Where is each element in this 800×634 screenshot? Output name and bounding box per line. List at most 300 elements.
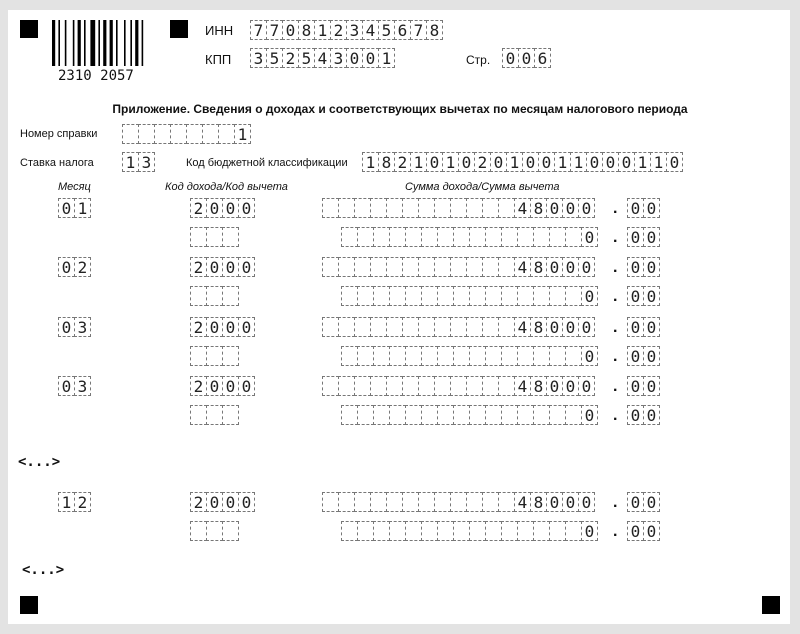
char-cell bbox=[357, 227, 374, 247]
char-cell bbox=[450, 257, 467, 277]
char-cell bbox=[389, 405, 406, 425]
char-cell bbox=[453, 346, 470, 366]
char-cell: 0 bbox=[562, 492, 579, 512]
char-cell bbox=[434, 492, 451, 512]
kbk-label: Код бюджетной классификации bbox=[186, 157, 348, 169]
char-cell: 0 bbox=[546, 317, 563, 337]
char-cell bbox=[469, 286, 486, 306]
char-cell: 5 bbox=[298, 48, 315, 68]
char-cell bbox=[450, 317, 467, 337]
char-cell bbox=[437, 405, 454, 425]
char-cell bbox=[206, 521, 223, 541]
char-cell: 0 bbox=[586, 152, 603, 172]
char-cell: 0 bbox=[627, 257, 644, 277]
char-cell: 0 bbox=[222, 257, 239, 277]
char-cell: 8 bbox=[378, 152, 395, 172]
deduction-amount-field[interactable] bbox=[341, 405, 597, 427]
char-cell bbox=[222, 286, 239, 306]
deduction-code-field[interactable] bbox=[190, 405, 238, 427]
char-cell: 7 bbox=[410, 20, 427, 40]
char-cell: 2 bbox=[474, 152, 491, 172]
char-cell: 0 bbox=[581, 405, 598, 425]
char-cell bbox=[386, 198, 403, 218]
char-cell bbox=[322, 376, 339, 396]
char-cell bbox=[354, 317, 371, 337]
char-cell: 8 bbox=[298, 20, 315, 40]
char-cell: 0 bbox=[643, 405, 660, 425]
char-cell bbox=[498, 376, 515, 396]
char-cell bbox=[338, 376, 355, 396]
char-cell bbox=[389, 286, 406, 306]
char-cell bbox=[421, 227, 438, 247]
char-cell: 0 bbox=[581, 227, 598, 247]
char-cell bbox=[122, 124, 139, 144]
char-cell: 0 bbox=[222, 198, 239, 218]
char-cell: 0 bbox=[562, 257, 579, 277]
deduction-kopeck-field[interactable] bbox=[627, 405, 659, 427]
month-field[interactable] bbox=[58, 257, 90, 279]
char-cell: 0 bbox=[546, 492, 563, 512]
char-cell bbox=[222, 521, 239, 541]
char-cell: 0 bbox=[238, 257, 255, 277]
char-cell bbox=[466, 198, 483, 218]
char-cell: 6 bbox=[394, 20, 411, 40]
char-cell: 0 bbox=[643, 492, 660, 512]
char-cell: 1 bbox=[410, 152, 427, 172]
char-cell: 0 bbox=[578, 492, 595, 512]
char-cell: 0 bbox=[627, 521, 644, 541]
deduction-code-field[interactable] bbox=[190, 227, 238, 249]
char-cell: 2 bbox=[190, 317, 207, 337]
char-cell: 2 bbox=[330, 20, 347, 40]
char-cell bbox=[357, 405, 374, 425]
char-cell bbox=[190, 346, 207, 366]
char-cell: 0 bbox=[546, 198, 563, 218]
char-cell bbox=[434, 257, 451, 277]
income-amount-field[interactable] bbox=[322, 257, 594, 279]
char-cell bbox=[482, 376, 499, 396]
char-cell: 8 bbox=[530, 198, 547, 218]
ellipsis-marker: <...> bbox=[22, 562, 65, 578]
char-cell: 0 bbox=[578, 376, 595, 396]
char-cell bbox=[453, 405, 470, 425]
char-cell bbox=[549, 405, 566, 425]
char-cell bbox=[405, 227, 422, 247]
char-cell: 0 bbox=[238, 198, 255, 218]
income-kopeck-field[interactable] bbox=[627, 317, 659, 339]
char-cell: 0 bbox=[518, 48, 535, 68]
ellipsis-marker: <...> bbox=[18, 454, 61, 470]
char-cell bbox=[357, 286, 374, 306]
char-cell: 0 bbox=[562, 198, 579, 218]
char-cell bbox=[418, 376, 435, 396]
char-cell: 0 bbox=[643, 198, 660, 218]
char-cell bbox=[437, 286, 454, 306]
char-cell: 1 bbox=[314, 20, 331, 40]
char-cell bbox=[549, 521, 566, 541]
char-cell bbox=[418, 257, 435, 277]
char-cell bbox=[338, 492, 355, 512]
char-cell bbox=[389, 346, 406, 366]
char-cell bbox=[469, 346, 486, 366]
char-cell bbox=[482, 257, 499, 277]
char-cell bbox=[190, 286, 207, 306]
char-cell: 3 bbox=[330, 48, 347, 68]
char-cell bbox=[453, 286, 470, 306]
char-cell: 4 bbox=[362, 20, 379, 40]
char-cell: 0 bbox=[546, 376, 563, 396]
char-cell bbox=[190, 521, 207, 541]
char-cell: 0 bbox=[643, 521, 660, 541]
char-cell bbox=[434, 198, 451, 218]
decimal-point: . bbox=[613, 200, 618, 217]
char-cell bbox=[501, 405, 518, 425]
char-cell bbox=[373, 346, 390, 366]
char-cell bbox=[565, 405, 582, 425]
char-cell: 0 bbox=[222, 492, 239, 512]
char-cell bbox=[402, 492, 419, 512]
deduction-kopeck-field[interactable] bbox=[627, 521, 659, 543]
char-cell bbox=[450, 492, 467, 512]
char-cell bbox=[498, 198, 515, 218]
char-cell bbox=[206, 346, 223, 366]
month-field[interactable] bbox=[58, 198, 90, 220]
income-amount-field[interactable] bbox=[322, 317, 594, 339]
char-cell bbox=[466, 376, 483, 396]
char-cell bbox=[453, 521, 470, 541]
char-cell bbox=[565, 346, 582, 366]
char-cell: 0 bbox=[627, 227, 644, 247]
char-cell bbox=[482, 492, 499, 512]
deduction-code-field[interactable] bbox=[190, 286, 238, 308]
char-cell bbox=[405, 286, 422, 306]
char-cell: 0 bbox=[578, 257, 595, 277]
deduction-code-field[interactable] bbox=[190, 346, 238, 368]
char-cell bbox=[437, 227, 454, 247]
char-cell bbox=[501, 346, 518, 366]
char-cell bbox=[386, 317, 403, 337]
income-kopeck-field[interactable] bbox=[627, 198, 659, 220]
char-cell bbox=[373, 405, 390, 425]
inn-field[interactable] bbox=[250, 20, 442, 42]
certificate-number-label: Номер справки bbox=[20, 128, 98, 140]
char-cell bbox=[466, 317, 483, 337]
char-cell bbox=[402, 257, 419, 277]
char-cell: 0 bbox=[206, 317, 223, 337]
income-kopeck-field[interactable] bbox=[627, 257, 659, 279]
char-cell bbox=[190, 405, 207, 425]
char-cell bbox=[373, 286, 390, 306]
char-cell: 0 bbox=[627, 376, 644, 396]
char-cell: 7 bbox=[250, 20, 267, 40]
char-cell: 0 bbox=[206, 376, 223, 396]
char-cell bbox=[405, 405, 422, 425]
char-cell: 0 bbox=[562, 317, 579, 337]
char-cell bbox=[533, 405, 550, 425]
char-cell bbox=[405, 346, 422, 366]
month-field[interactable] bbox=[58, 317, 90, 339]
month-field[interactable] bbox=[58, 492, 90, 514]
char-cell bbox=[322, 317, 339, 337]
char-cell bbox=[482, 198, 499, 218]
char-cell bbox=[222, 405, 239, 425]
char-cell bbox=[389, 227, 406, 247]
char-cell: 1 bbox=[74, 198, 91, 218]
char-cell bbox=[517, 286, 534, 306]
char-cell bbox=[386, 257, 403, 277]
char-cell: 0 bbox=[58, 317, 75, 337]
income-kopeck-field[interactable] bbox=[627, 376, 659, 398]
char-cell: 1 bbox=[442, 152, 459, 172]
char-cell: 0 bbox=[362, 48, 379, 68]
char-cell bbox=[517, 405, 534, 425]
decimal-point: . bbox=[613, 523, 618, 540]
income-amount-field[interactable] bbox=[322, 376, 594, 398]
char-cell bbox=[549, 227, 566, 247]
page-number-field[interactable] bbox=[502, 48, 550, 70]
char-cell: 1 bbox=[650, 152, 667, 172]
char-cell: 0 bbox=[581, 521, 598, 541]
decimal-point: . bbox=[613, 348, 618, 365]
certificate-number-field[interactable] bbox=[122, 124, 250, 146]
income-code-field[interactable] bbox=[190, 257, 254, 279]
char-cell bbox=[485, 346, 502, 366]
char-cell bbox=[517, 227, 534, 247]
deduction-kopeck-field[interactable] bbox=[627, 227, 659, 249]
char-cell: 2 bbox=[74, 492, 91, 512]
char-cell bbox=[386, 376, 403, 396]
char-cell bbox=[498, 492, 515, 512]
char-cell bbox=[341, 521, 358, 541]
char-cell bbox=[421, 521, 438, 541]
char-cell bbox=[206, 405, 223, 425]
char-cell bbox=[218, 124, 235, 144]
char-cell: 0 bbox=[643, 257, 660, 277]
char-cell bbox=[437, 346, 454, 366]
decimal-point: . bbox=[613, 229, 618, 246]
char-cell: 7 bbox=[266, 20, 283, 40]
char-cell: 0 bbox=[666, 152, 683, 172]
char-cell: 0 bbox=[58, 376, 75, 396]
char-cell: 0 bbox=[502, 48, 519, 68]
char-cell bbox=[533, 521, 550, 541]
char-cell bbox=[421, 346, 438, 366]
char-cell: 3 bbox=[138, 152, 155, 172]
char-cell bbox=[565, 521, 582, 541]
char-cell bbox=[373, 227, 390, 247]
char-cell: 0 bbox=[426, 152, 443, 172]
char-cell bbox=[402, 198, 419, 218]
char-cell bbox=[437, 521, 454, 541]
char-cell bbox=[450, 198, 467, 218]
char-cell bbox=[485, 286, 502, 306]
char-cell: 5 bbox=[266, 48, 283, 68]
page-label: Стр. bbox=[466, 53, 491, 67]
char-cell: 2 bbox=[190, 492, 207, 512]
corner-marker-top-left bbox=[20, 20, 38, 38]
char-cell bbox=[402, 376, 419, 396]
char-cell: 4 bbox=[514, 257, 531, 277]
char-cell: 3 bbox=[74, 317, 91, 337]
char-cell: 1 bbox=[122, 152, 139, 172]
deduction-amount-field[interactable] bbox=[341, 286, 597, 308]
char-cell bbox=[322, 257, 339, 277]
deduction-amount-field[interactable] bbox=[341, 521, 597, 543]
char-cell: 1 bbox=[378, 48, 395, 68]
income-code-field[interactable] bbox=[190, 317, 254, 339]
char-cell bbox=[469, 227, 486, 247]
char-cell: 0 bbox=[546, 257, 563, 277]
tax-rate-field[interactable] bbox=[122, 152, 154, 174]
char-cell bbox=[501, 286, 518, 306]
char-cell: 0 bbox=[578, 198, 595, 218]
char-cell: 2 bbox=[74, 257, 91, 277]
char-cell bbox=[517, 521, 534, 541]
barcode-icon bbox=[48, 20, 144, 68]
income-code-field[interactable] bbox=[190, 376, 254, 398]
char-cell bbox=[373, 521, 390, 541]
deduction-amount-field[interactable] bbox=[341, 346, 597, 368]
char-cell: 1 bbox=[234, 124, 251, 144]
char-cell: 0 bbox=[578, 317, 595, 337]
char-cell: 0 bbox=[581, 346, 598, 366]
char-cell bbox=[354, 257, 371, 277]
char-cell: 2 bbox=[190, 257, 207, 277]
month-field[interactable] bbox=[58, 376, 90, 398]
column-header-code: Код дохода/Код вычета bbox=[165, 181, 288, 193]
char-cell bbox=[190, 227, 207, 247]
char-cell: 0 bbox=[627, 346, 644, 366]
char-cell bbox=[421, 405, 438, 425]
char-cell: 0 bbox=[206, 198, 223, 218]
kpp-label: КПП bbox=[205, 52, 232, 67]
char-cell bbox=[418, 492, 435, 512]
char-cell: 2 bbox=[190, 198, 207, 218]
char-cell bbox=[357, 521, 374, 541]
char-cell: 4 bbox=[514, 376, 531, 396]
char-cell: 8 bbox=[426, 20, 443, 40]
char-cell: 0 bbox=[643, 286, 660, 306]
char-cell: 8 bbox=[530, 317, 547, 337]
deduction-kopeck-field[interactable] bbox=[627, 286, 659, 308]
char-cell: 8 bbox=[530, 492, 547, 512]
char-cell bbox=[357, 346, 374, 366]
char-cell bbox=[533, 346, 550, 366]
char-cell: 0 bbox=[643, 376, 660, 396]
char-cell bbox=[341, 227, 358, 247]
deduction-code-field[interactable] bbox=[190, 521, 238, 543]
income-amount-field[interactable] bbox=[322, 198, 594, 220]
char-cell: 1 bbox=[634, 152, 651, 172]
char-cell bbox=[154, 124, 171, 144]
char-cell: 0 bbox=[627, 286, 644, 306]
char-cell bbox=[482, 317, 499, 337]
char-cell bbox=[434, 317, 451, 337]
deduction-amount-field[interactable] bbox=[341, 227, 597, 249]
char-cell bbox=[469, 521, 486, 541]
char-cell bbox=[206, 286, 223, 306]
char-cell bbox=[170, 124, 187, 144]
char-cell: 0 bbox=[222, 376, 239, 396]
kpp-field[interactable] bbox=[250, 48, 394, 70]
char-cell: 1 bbox=[362, 152, 379, 172]
kbk-field[interactable] bbox=[362, 152, 682, 174]
income-code-field[interactable] bbox=[190, 198, 254, 220]
char-cell bbox=[450, 376, 467, 396]
char-cell: 0 bbox=[522, 152, 539, 172]
char-cell bbox=[533, 286, 550, 306]
char-cell: 0 bbox=[458, 152, 475, 172]
char-cell: 3 bbox=[346, 20, 363, 40]
char-cell bbox=[338, 317, 355, 337]
char-cell bbox=[565, 227, 582, 247]
char-cell: 0 bbox=[627, 317, 644, 337]
char-cell: 0 bbox=[627, 492, 644, 512]
income-amount-field[interactable] bbox=[322, 492, 594, 514]
char-cell: 0 bbox=[58, 198, 75, 218]
char-cell: 0 bbox=[581, 286, 598, 306]
char-cell bbox=[341, 286, 358, 306]
char-cell: 0 bbox=[643, 227, 660, 247]
corner-marker-top-mid bbox=[170, 20, 188, 38]
char-cell: 0 bbox=[643, 317, 660, 337]
char-cell: 4 bbox=[514, 317, 531, 337]
char-cell: 4 bbox=[514, 198, 531, 218]
char-cell: 0 bbox=[627, 405, 644, 425]
char-cell: 0 bbox=[238, 492, 255, 512]
char-cell: 0 bbox=[282, 20, 299, 40]
char-cell bbox=[485, 405, 502, 425]
char-cell bbox=[402, 317, 419, 337]
char-cell: 0 bbox=[490, 152, 507, 172]
char-cell bbox=[206, 227, 223, 247]
char-cell: 1 bbox=[506, 152, 523, 172]
char-cell bbox=[453, 227, 470, 247]
char-cell bbox=[138, 124, 155, 144]
char-cell: 0 bbox=[222, 317, 239, 337]
income-kopeck-field[interactable] bbox=[627, 492, 659, 514]
decimal-point: . bbox=[613, 319, 618, 336]
char-cell: 4 bbox=[514, 492, 531, 512]
char-cell bbox=[338, 198, 355, 218]
char-cell: 1 bbox=[58, 492, 75, 512]
char-cell bbox=[222, 227, 239, 247]
char-cell: 0 bbox=[627, 198, 644, 218]
char-cell: 1 bbox=[554, 152, 571, 172]
char-cell: 0 bbox=[238, 376, 255, 396]
char-cell bbox=[341, 346, 358, 366]
deduction-kopeck-field[interactable] bbox=[627, 346, 659, 368]
decimal-point: . bbox=[613, 494, 618, 511]
char-cell bbox=[498, 317, 515, 337]
char-cell bbox=[386, 492, 403, 512]
char-cell: 2 bbox=[282, 48, 299, 68]
char-cell bbox=[370, 492, 387, 512]
income-code-field[interactable] bbox=[190, 492, 254, 514]
char-cell: 0 bbox=[602, 152, 619, 172]
char-cell: 1 bbox=[570, 152, 587, 172]
char-cell bbox=[186, 124, 203, 144]
column-header-amount: Сумма дохода/Сумма вычета bbox=[405, 181, 560, 193]
char-cell bbox=[466, 257, 483, 277]
char-cell: 0 bbox=[643, 346, 660, 366]
char-cell: 4 bbox=[314, 48, 331, 68]
char-cell bbox=[418, 198, 435, 218]
barcode-number: 2310 2057 bbox=[58, 68, 134, 84]
char-cell bbox=[405, 521, 422, 541]
char-cell bbox=[354, 376, 371, 396]
char-cell bbox=[549, 346, 566, 366]
